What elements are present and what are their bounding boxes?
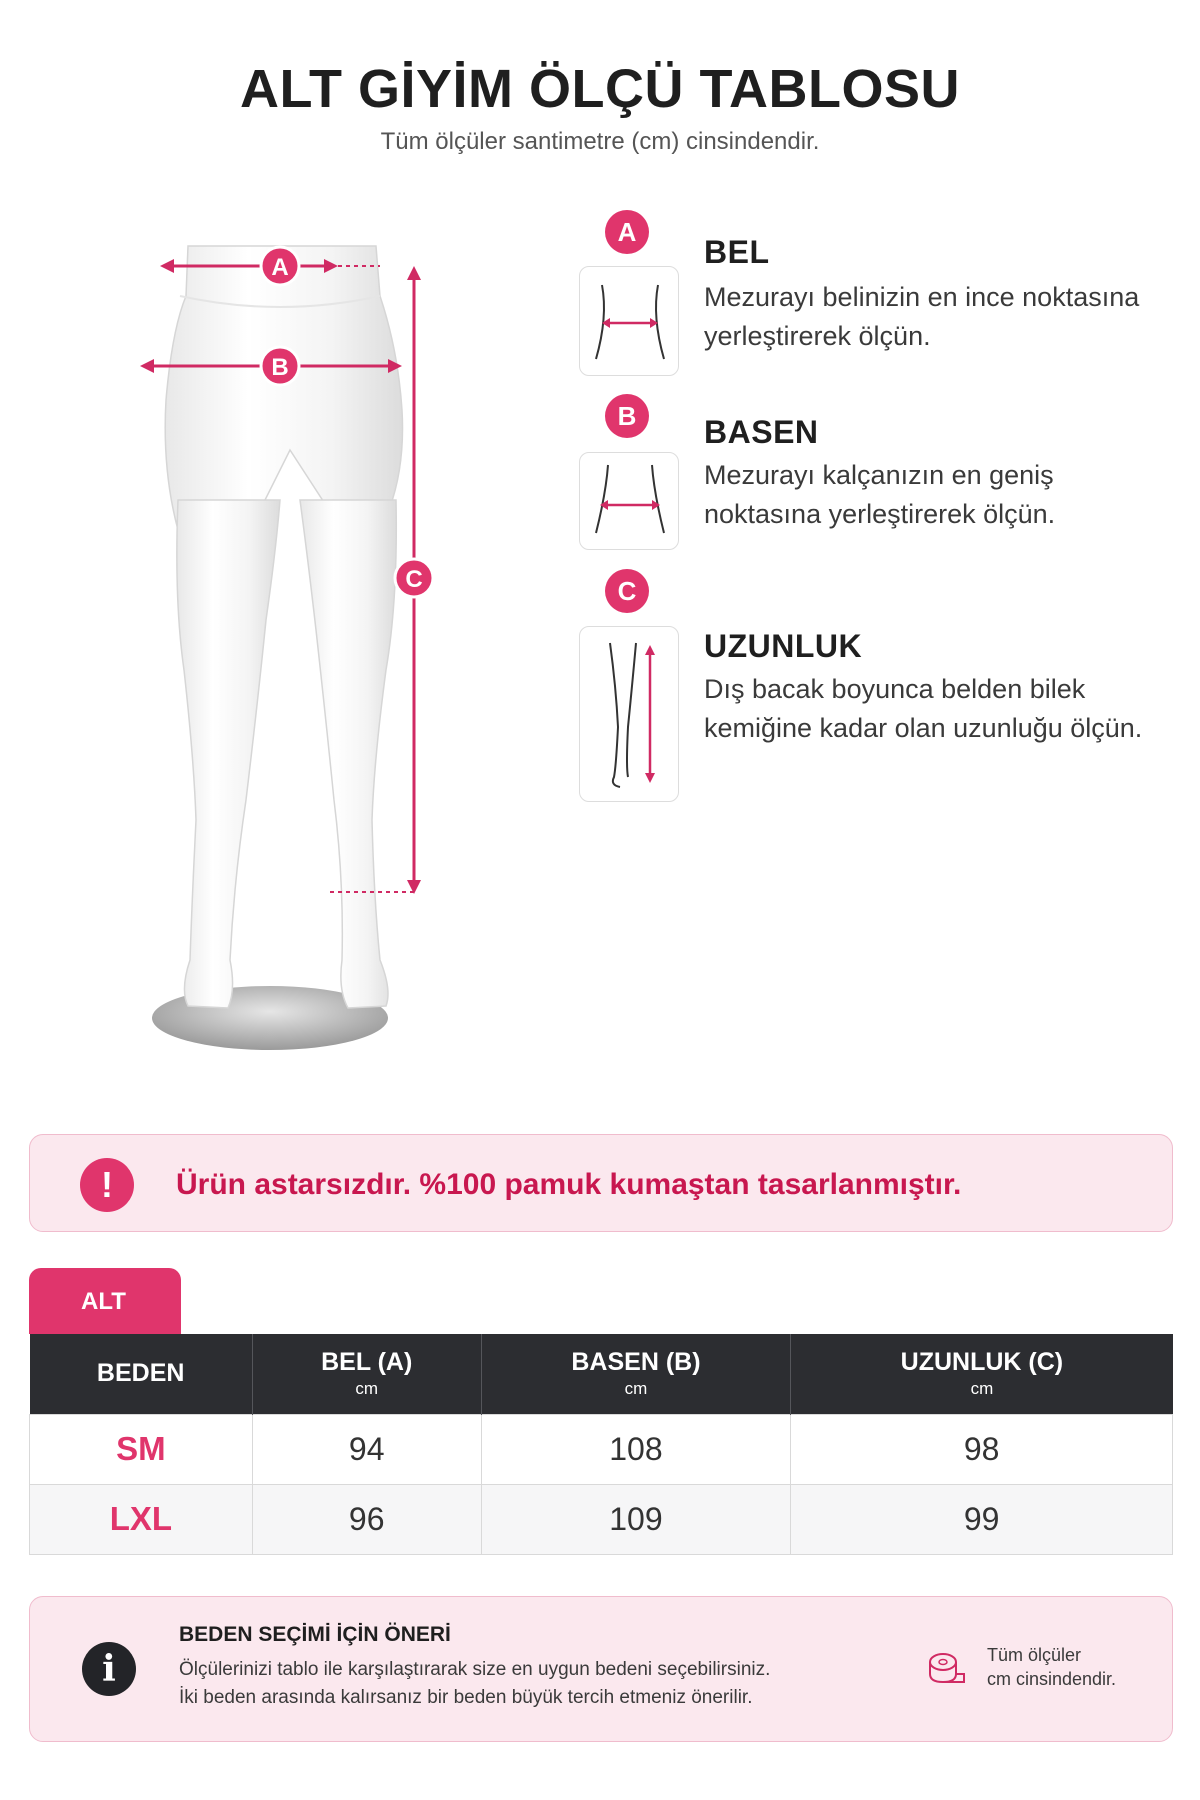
bel-cell: 94 (252, 1414, 481, 1484)
mannequin-right-leg (300, 500, 396, 1008)
fabric-notice-text: Ürün astarsızdır. %100 pamuk kumaştan tasarlanmıştır. (176, 1168, 962, 1201)
basen-cell: 109 (481, 1484, 791, 1554)
measurement-desc-basen-line1: Mezurayı kalçanızın en geniş (704, 460, 1054, 490)
tip-title: BEDEN SEÇİMİ İÇİN ÖNERİ (179, 1623, 451, 1646)
measurement-desc-bel-line1: Mezurayı belinizin en ince noktasına (704, 282, 1140, 312)
tip-line-2: İki beden arasında kalırsanız bir beden büyük tercih etmeniz önerilir. (179, 1687, 753, 1708)
marker-a (261, 247, 299, 285)
measurement-desc-uzunluk-line1: Dış bacak boyunca belden bilek (704, 674, 1086, 704)
svg-text:A: A (271, 254, 289, 281)
info-icon: i (82, 1642, 136, 1696)
tab-alt[interactable]: ALT (29, 1268, 181, 1334)
page-title: ALT GİYİM ÖLÇÜ TABLOSU (240, 59, 960, 119)
mannequin-left-leg (177, 500, 280, 1008)
table-row (30, 1484, 1173, 1554)
badge-b: B (605, 394, 649, 438)
svg-text:B: B (271, 354, 289, 381)
measurement-desc-basen-line2: noktasına yerleştirerek ölçün. (704, 499, 1056, 529)
measurement-title-basen: BASEN (704, 414, 819, 450)
tip-side-line-1: Tüm ölçüler (987, 1645, 1082, 1665)
tip-side-line-2: cm cinsindendir. (987, 1669, 1117, 1689)
measurement-title-bel: BEL (704, 234, 770, 270)
size-table (29, 1334, 1173, 1555)
basen-cell: 108 (481, 1414, 791, 1484)
marker-c (395, 559, 433, 597)
measuring-tape-icon (926, 1649, 966, 1689)
size-cell: SM (30, 1414, 253, 1484)
column-header-uzunluk: UZUNLUK (C) cm (791, 1334, 1173, 1414)
page-subtitle: Tüm ölçüler santimetre (cm) cinsindendir. (380, 128, 820, 155)
warning-icon: ! (80, 1158, 134, 1212)
bel-cell: 96 (252, 1484, 481, 1554)
column-header-basen: BASEN (B) cm (481, 1334, 791, 1414)
measurement-desc-uzunluk-line2: kemiğine kadar olan uzunluğu ölçün. (704, 713, 1143, 743)
size-table-header (30, 1334, 1173, 1414)
svg-text:C: C (405, 566, 423, 593)
size-cell: LXL (30, 1484, 253, 1554)
marker-b (261, 347, 299, 385)
table-row (30, 1414, 1173, 1484)
column-header-bel: BEL (A) cm (252, 1334, 481, 1414)
fabric-notice (29, 1134, 1173, 1232)
hip-icon (579, 452, 679, 550)
column-header-beden: BEDEN (30, 1334, 253, 1414)
measurement-title-uzunluk: UZUNLUK (704, 628, 863, 664)
badge-a: A (605, 210, 649, 254)
waist-icon (579, 266, 679, 376)
mannequin-illustration (80, 200, 500, 1080)
mannequin-hips (165, 246, 402, 530)
uzunluk-cell: 98 (791, 1414, 1173, 1484)
size-tip-box (29, 1596, 1173, 1742)
badge-c: C (605, 569, 649, 613)
leg-length-icon (579, 626, 679, 802)
measurement-desc-bel-line2: yerleştirerek ölçün. (704, 321, 931, 351)
uzunluk-cell: 99 (791, 1484, 1173, 1554)
tip-line-1: Ölçülerinizi tablo ile karşılaştırarak size en uygun bedeni seçebilirsiniz. (179, 1659, 771, 1680)
